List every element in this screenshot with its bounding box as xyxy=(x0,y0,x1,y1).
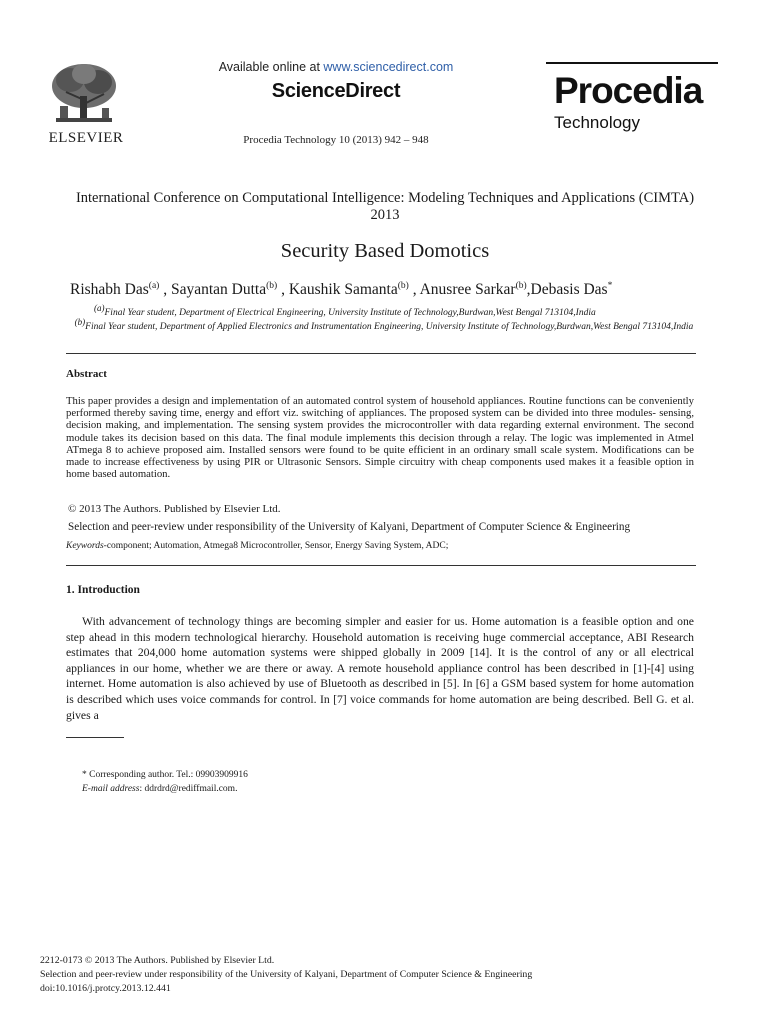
affiliation-text: Final Year student, Department of Applied Electronics and Instrumentation Engineering, University Institute of Technology,Burdwan,West Bengal 713104,India xyxy=(85,322,694,333)
author-mark: (b) xyxy=(266,281,278,291)
procedia-wordmark: Procedia xyxy=(554,70,703,111)
author-name: Kaushik Samanta xyxy=(288,281,398,299)
affiliation-b xyxy=(74,316,694,333)
footnote-divider xyxy=(66,737,124,738)
procedia-logo xyxy=(546,62,718,140)
email-note xyxy=(82,784,237,794)
author-mark: (b) xyxy=(397,281,409,291)
author-name: Rishabh Das xyxy=(70,281,149,299)
introduction-body: With advancement of technology things are becoming simpler and easier for us. Home automation is a feasible option and one step ahead in this modern technological hierarchy. Household automation is receiving huge commercial acceptance, ABI Research estimates that 204,000 home automation systems were shipped globally in 2009 [14]. It is the control of any or all electrical appliances in our home, whether we are there or away. A remote household appliance control has been described in [1]-[4] using internet. Home automation is also achieved by use of Bluetooth as described in [5]. In [6] a GSM based system for home automation is described which uses voice commands for control. In [7] voice commands for home automation are being described. Bell G. et al. gives a xyxy=(66,615,694,722)
author-mark: (b) xyxy=(515,281,527,291)
author-name: Sayantan Dutta xyxy=(170,281,267,299)
affiliation-mark: (a) xyxy=(94,303,105,313)
conference-name: International Conference on Computational Intelligence: Modeling Techniques and Applications (CIMTA) 2013 xyxy=(75,190,695,223)
available-prefix: Available online at xyxy=(218,60,324,74)
keywords-line xyxy=(66,541,448,551)
author-mark: * xyxy=(607,281,613,291)
elsevier-logo xyxy=(40,60,130,150)
elsevier-tree-icon xyxy=(46,60,122,128)
sciencedirect-logo: ScienceDirect xyxy=(271,80,401,102)
keywords-text: -component; Automation, Atmega8 Microcontroller, Sensor, Energy Saving System, ADC; xyxy=(103,541,449,551)
email-label: E-mail address xyxy=(82,784,140,794)
abstract-copyright: © 2013 The Authors. Published by Elsevier Ltd. xyxy=(68,503,281,515)
selection-line: Selection and peer-review under responsibility of the University of Kalyani, Department of Computer Science & Engineering xyxy=(40,969,533,980)
journal-reference: Procedia Technology 10 (2013) 942 – 948 xyxy=(243,134,429,146)
author-name: Debasis Das xyxy=(530,281,608,299)
available-online-line xyxy=(200,60,472,74)
header-divider xyxy=(66,353,696,354)
issn-line: 2212-0173 © 2013 The Authors. Published by Elsevier Ltd. xyxy=(40,955,275,966)
keywords-label: Keywords xyxy=(66,541,104,551)
abstract-body: This paper provides a design and implementation of an automated control system of household appliances. Routine functions can be conveniently performed thereby saving time, energy and effort viz. switching of appliances. The proposed system can be divided into three modules- sensing, decision making, and implementation. The sensing system provides the microcontroller with data regarding external environment. The second module takes its decision based on this data. The final module implements this decision through a relay. The logic was implemented in Atmel ATmega 8 to achieve proposed aim. Installed sensors were found to be quite efficient in an ordinary small scale system. Modifications can be made to increase effectiveness by using PIR or Ultrasonic Sensors. Simple circuitry with cheap components used makes it a feasible option in home based automation. xyxy=(66,395,694,481)
author-mark: (a) xyxy=(148,281,160,291)
abstract-divider xyxy=(66,565,696,566)
paper-title: Security Based Domotics xyxy=(280,240,490,262)
elsevier-wordmark: ELSEVIER xyxy=(48,130,124,146)
corresponding-author-note: * Corresponding author. Tel.: 09903909916 xyxy=(82,770,248,780)
procedia-subtitle: Technology xyxy=(554,113,641,132)
abstract-heading: Abstract xyxy=(66,368,107,380)
sciencedirect-url-link[interactable]: www.sciencedirect.com xyxy=(323,60,454,74)
author-name: Anusree Sarkar xyxy=(419,281,516,299)
affiliation-text: Final Year student, Department of Electrical Engineering, University Institute of Technology,Burdwan,West Bengal 713104,India xyxy=(104,308,596,319)
procedia-top-rule xyxy=(546,62,718,64)
email-address: : ddrdrd@rediffmail.com. xyxy=(139,784,238,794)
doi-line: doi:10.1016/j.protcy.2013.12.441 xyxy=(40,983,171,994)
affiliation-mark: (b) xyxy=(74,317,86,327)
introduction-heading: 1. Introduction xyxy=(66,584,140,596)
author-list: Rishabh Das$^{(a)}$ , Sayantan Dutta$^{(b)}$ , Kaushik Samanta$^{(b)}$ , Anusree Sarkar$^{(b)}$,Debasis Das* xyxy=(70,281,613,299)
abstract-selection-note: Selection and peer-review under responsibility of the University of Kalyani, Department of Computer Science & Engineering xyxy=(68,521,631,533)
